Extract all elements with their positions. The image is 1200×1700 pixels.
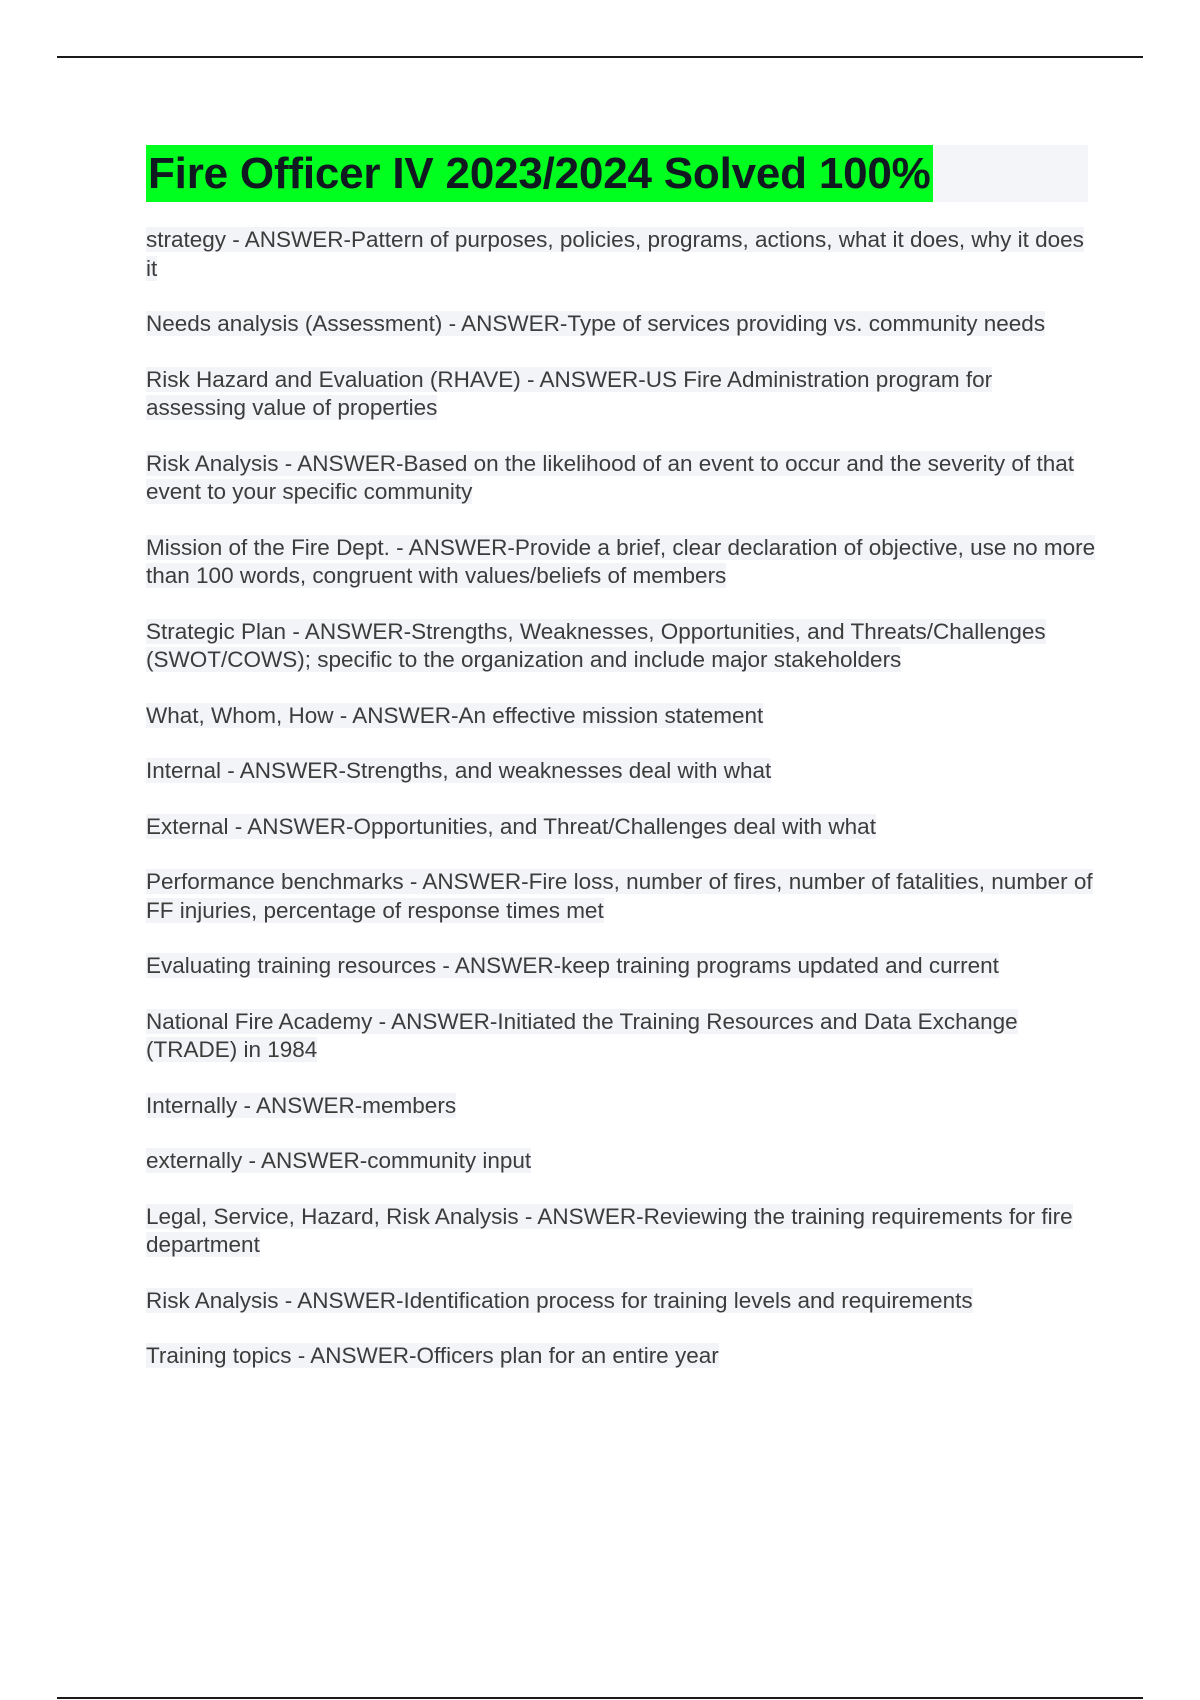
qa-text: Risk Hazard and Evaluation (RHAVE) - ANSWER-US Fire Administration program for assessing value of properties: [146, 366, 993, 420]
top-rule: [57, 56, 1143, 58]
qa-text: externally - ANSWER-community input: [146, 1148, 532, 1173]
qa-text: Internal - ANSWER-Strengths, and weaknesses deal with what: [146, 758, 772, 783]
qa-item: [146, 1008, 1096, 1065]
qa-item: [146, 1203, 1096, 1260]
qa-text: Strategic Plan - ANSWER-Strengths, Weaknesses, Opportunities, and Threats/Challenges (SWOT/COWS); specific to the organization and include major stakeholders: [146, 618, 1046, 672]
qa-item: [146, 1342, 1096, 1371]
qa-text: Mission of the Fire Dept. - ANSWER-Provide a brief, clear declaration of objective, use no more than 100 words, congruent with values/beliefs of members: [146, 534, 1096, 588]
qa-item: [146, 952, 1096, 981]
qa-text: National Fire Academy - ANSWER-Initiated the Training Resources and Data Exchange (TRADE) in 1984: [146, 1008, 1018, 1062]
qa-item: [146, 757, 1096, 786]
qa-text: Needs analysis (Assessment) - ANSWER-Type of services providing vs. community needs: [146, 311, 1046, 336]
qa-text: Training topics - ANSWER-Officers plan for an entire year: [146, 1343, 719, 1368]
qa-item: [146, 450, 1096, 507]
qa-text: External - ANSWER-Opportunities, and Threat/Challenges deal with what: [146, 813, 876, 839]
qa-item: [146, 868, 1096, 925]
qa-text: Internally - ANSWER-members: [146, 1092, 457, 1118]
qa-text: What, Whom, How - ANSWER-An effective mission statement: [146, 702, 764, 728]
qa-item: [146, 226, 1096, 283]
title-block: [146, 145, 1088, 202]
qa-item: [146, 618, 1096, 675]
qa-item: [146, 813, 1096, 842]
qa-text: Risk Analysis - ANSWER-Identification process for training levels and requirements: [146, 1287, 973, 1313]
qa-item: [146, 310, 1096, 339]
qa-item: [146, 702, 1096, 731]
qa-text: Legal, Service, Hazard, Risk Analysis - ANSWER-Reviewing the training requirements for fire department: [146, 1203, 1073, 1257]
qa-list: [146, 226, 1096, 1398]
qa-item: [146, 1287, 1096, 1316]
qa-item: [146, 534, 1096, 591]
qa-text: Risk Analysis - ANSWER-Based on the likelihood of an event to occur and the severity of that event to your specific community: [146, 450, 1074, 504]
qa-text: strategy - ANSWER-Pattern of purposes, policies, programs, actions, what it does, why it does it: [146, 227, 1084, 281]
bottom-rule: [57, 1697, 1143, 1699]
qa-text: Performance benchmarks - ANSWER-Fire loss, number of fires, number of fatalities, number of FF injuries, percentage of response times met: [146, 869, 1093, 923]
document-title: Fire Officer IV 2023/2024 Solved 100%: [146, 145, 933, 202]
qa-item: [146, 1092, 1096, 1121]
qa-item: [146, 366, 1096, 423]
qa-text: Evaluating training resources - ANSWER-keep training programs updated and current: [146, 953, 999, 978]
qa-item: [146, 1147, 1096, 1176]
